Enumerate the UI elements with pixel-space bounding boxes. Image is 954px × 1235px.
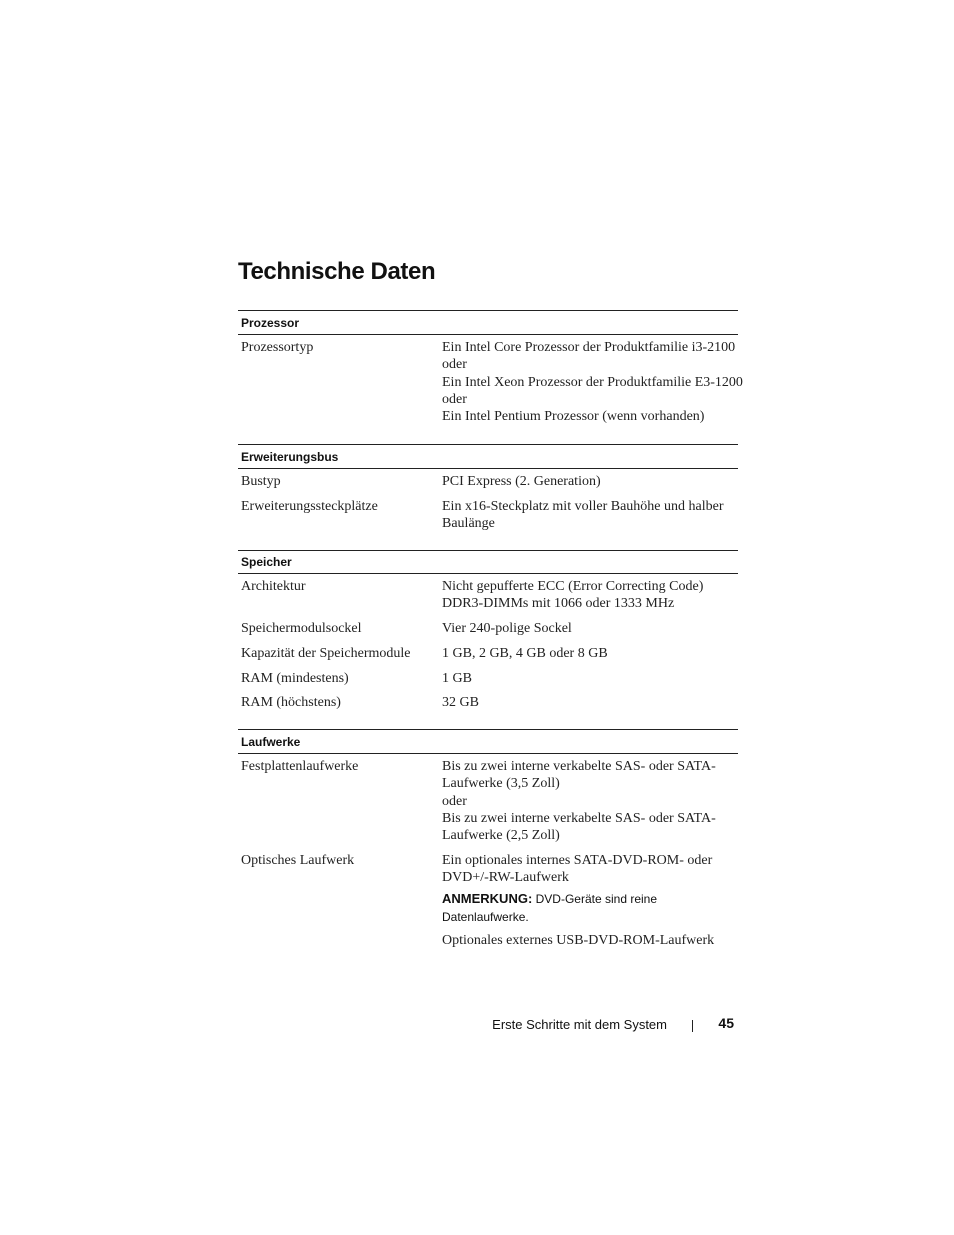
- spec-label: Festplattenlaufwerke: [241, 759, 359, 775]
- spec-label: Speichermodulsockel: [241, 620, 362, 636]
- spec-value-line: Ein optionales internes SATA-DVD-ROM- oder: [442, 853, 713, 869]
- spec-value-line: 32 GB: [442, 695, 479, 711]
- spec-value-line: Baulänge: [442, 516, 495, 532]
- spec-value-line: DVD+/-RW-Laufwerk: [442, 870, 569, 886]
- spec-value: [439, 473, 738, 490]
- spec-value-line: oder: [442, 357, 467, 373]
- footer-title: Erste Schritte mit dem System: [492, 1017, 667, 1032]
- spec-value: [439, 670, 738, 687]
- spec-label: Prozessortyp: [241, 340, 314, 355]
- note-text: Datenlaufwerke.: [442, 909, 529, 924]
- spec-value-line: Laufwerke (2,5 Zoll): [442, 828, 560, 844]
- spec-row-speichermodulsockel: [238, 620, 738, 637]
- spec-value-line: Laufwerke (3,5 Zoll): [442, 776, 560, 792]
- note-block: [442, 890, 738, 926]
- spec-value-line: Nicht gepufferte ECC (Error Correcting Code): [442, 578, 704, 594]
- spec-row-optisches-laufwerk: [238, 852, 738, 949]
- spec-label: Kapazität der Speichermodule: [241, 645, 411, 661]
- section-heading-laufwerke: Laufwerke: [238, 729, 738, 754]
- spec-table: [238, 310, 743, 957]
- spec-label: RAM (höchstens): [241, 695, 341, 711]
- spec-value-line: Ein x16-Steckplatz mit voller Bauhöhe und halber: [442, 498, 724, 514]
- spec-value-line: 1 GB: [442, 670, 472, 686]
- spec-value-line: PCI Express (2. Generation): [442, 473, 601, 489]
- section-laufwerke: [238, 754, 738, 949]
- spec-value: [439, 620, 738, 637]
- section-prozessor: [238, 335, 743, 425]
- note-label: ANMERKUNG:: [442, 890, 533, 906]
- spec-value-line: oder: [442, 391, 467, 407]
- spec-value-line: DDR3-DIMMs mit 1066 oder 1333 MHz: [442, 596, 675, 612]
- spec-label: RAM (mindestens): [241, 670, 349, 686]
- spec-row-prozessortyp: [238, 339, 743, 425]
- spec-value-line: Vier 240-polige Sockel: [442, 620, 572, 636]
- spec-label: Optisches Laufwerk: [241, 853, 355, 869]
- spec-value-line: Ein Intel Xeon Prozessor der Produktfamilie E3-1200: [442, 374, 743, 390]
- spec-value-line: 1 GB, 2 GB, 4 GB oder 8 GB: [442, 645, 608, 661]
- spec-row-bustyp: [238, 473, 738, 490]
- section-heading-prozessor: Prozessor: [238, 310, 738, 335]
- spec-value: [439, 498, 738, 533]
- spec-value: [439, 645, 738, 662]
- section-heading-speicher: Speicher: [238, 550, 738, 574]
- note-text: DVD-Geräte sind reine: [535, 891, 658, 906]
- spec-row-kapazitaet: [238, 645, 738, 662]
- spec-label: Bustyp: [241, 473, 281, 489]
- spec-row-erweiterungssteckplaetze: [238, 498, 738, 533]
- spec-value-line: Ein Intel Pentium Prozessor (wenn vorhanden): [442, 409, 705, 425]
- spec-value-line: Optionales externes USB-DVD-ROM-Laufwerk: [442, 932, 715, 948]
- spec-value: [439, 694, 738, 711]
- spec-value-line: oder: [442, 793, 467, 809]
- spec-label: Erweiterungssteckplätze: [241, 498, 378, 514]
- spec-value-line: Bis zu zwei interne verkabelte SAS- oder SATA-: [442, 759, 716, 775]
- spec-value: [439, 578, 738, 613]
- spec-value-line: Ein Intel Core Prozessor der Produktfamilie i3-2100: [442, 340, 736, 355]
- spec-row-ram-max: [238, 694, 738, 711]
- spec-value-line: Bis zu zwei interne verkabelte SAS- oder SATA-: [442, 811, 716, 827]
- spec-label: Architektur: [241, 578, 306, 594]
- spec-row-ram-min: [238, 670, 738, 687]
- section-erweiterungsbus: [238, 469, 738, 532]
- spec-value: [439, 852, 738, 949]
- spec-value: [439, 758, 738, 844]
- spec-row-festplattenlaufwerke: [238, 758, 738, 844]
- page-title: Technische Daten: [238, 258, 436, 285]
- section-speicher: [238, 574, 738, 712]
- footer-separator: [692, 1020, 693, 1032]
- spec-row-architektur: [238, 578, 738, 613]
- page-footer: [0, 1014, 954, 1034]
- section-heading-erweiterungsbus: Erweiterungsbus: [238, 444, 738, 469]
- page-number: 45: [718, 1015, 734, 1031]
- spec-value: [439, 339, 743, 425]
